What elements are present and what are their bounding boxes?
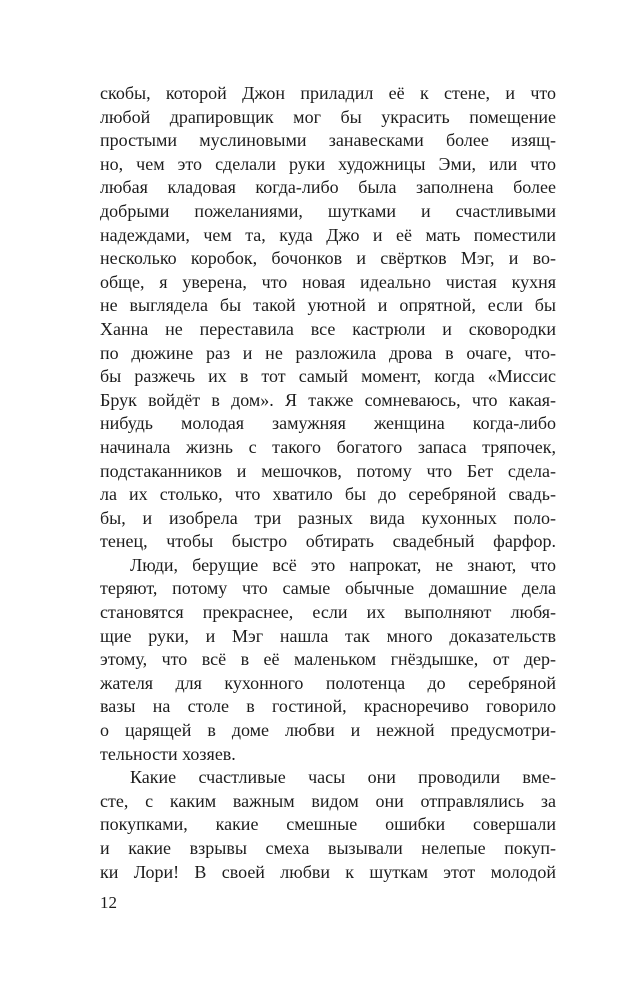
page-number: 12 xyxy=(100,893,117,912)
paragraph xyxy=(100,82,556,554)
text-line: бы, и изобрела три разных вида кухонных поло- xyxy=(100,507,556,528)
text-line: тенец, чтобы быстро обтирать свадебный фарфор. xyxy=(100,531,556,552)
text-line: теряют, потому что самые обычные домашние дела xyxy=(100,578,556,599)
text-line: по дюжине раз и не разложила дрова в очаге, что- xyxy=(100,342,556,363)
text-line: Ханна не переставила все кастрюли и сковородки xyxy=(100,318,556,339)
text-line: вазы на столе в гостиной, красноречиво говорило xyxy=(100,696,556,717)
text-line: Брук войдёт в дом». Я также сомневаюсь, что какая- xyxy=(100,389,556,410)
text-line: Люди, берущие всё это напрокат, не знают, что xyxy=(130,554,556,575)
text-line: щие руки, и Мэг нашла так много доказательств xyxy=(100,625,556,646)
text-line: бы разжечь их в тот самый момент, когда «Миссис xyxy=(100,366,556,387)
text-line: подстаканников и мешочков, потому что Бет сдела- xyxy=(100,460,556,481)
text-line: ла их столько, что хватило бы до серебряной свадь- xyxy=(100,484,556,505)
text-line: этому, что всё в её маленьком гнёздышке, от дер- xyxy=(100,649,556,670)
text-line: жателя для кухонного полотенца до серебряной xyxy=(100,672,556,693)
text-line: обще, я уверена, что новая идеально чистая кухня xyxy=(100,271,556,292)
text-line: любой драпировщик мог бы украсить помещение xyxy=(100,106,556,127)
text-line: ки Лори! В своей любви к шуткам этот молодой xyxy=(100,861,556,882)
text-block xyxy=(100,82,556,884)
paragraph xyxy=(100,766,556,884)
text-line: Какие счастливые часы они проводили вме- xyxy=(130,767,556,788)
text-line: надеждами, чем та, куда Джо и её мать поместили xyxy=(100,224,556,245)
text-line: любая кладовая когда-либо была заполнена более xyxy=(100,177,556,198)
paragraph xyxy=(100,554,556,766)
text-line: но, чем это сделали руки художницы Эми, или что xyxy=(100,153,556,174)
text-line: несколько коробок, бочонков и свёртков Мэг, и во- xyxy=(100,248,556,269)
text-line: добрыми пожеланиями, шутками и счастливыми xyxy=(100,200,556,221)
text-line: о царящей в доме любви и нежной предусмотри- xyxy=(100,720,556,741)
text-line: покупками, какие смешные ошибки совершали xyxy=(100,814,556,835)
text-line: скобы, которой Джон приладил её к стене, и что xyxy=(100,83,556,103)
text-line: начинала жизнь с такого богатого запаса тряпочек, xyxy=(100,436,556,457)
text-line: сте, с каким важным видом они отправлялись за xyxy=(100,790,556,811)
text-line: простыми муслиновыми занавесками более изящ- xyxy=(100,130,556,151)
text-line: тельности хозяев. xyxy=(100,743,236,764)
text-line: не выглядела бы такой уютной и опрятной, если бы xyxy=(100,295,556,316)
text-line: нибудь молодая замужняя женщина когда-либо xyxy=(100,413,556,434)
text-line: и какие взрывы смеха вызывали нелепые покуп- xyxy=(100,838,556,858)
text-line: становятся прекраснее, если их выполняют любя- xyxy=(100,602,556,623)
